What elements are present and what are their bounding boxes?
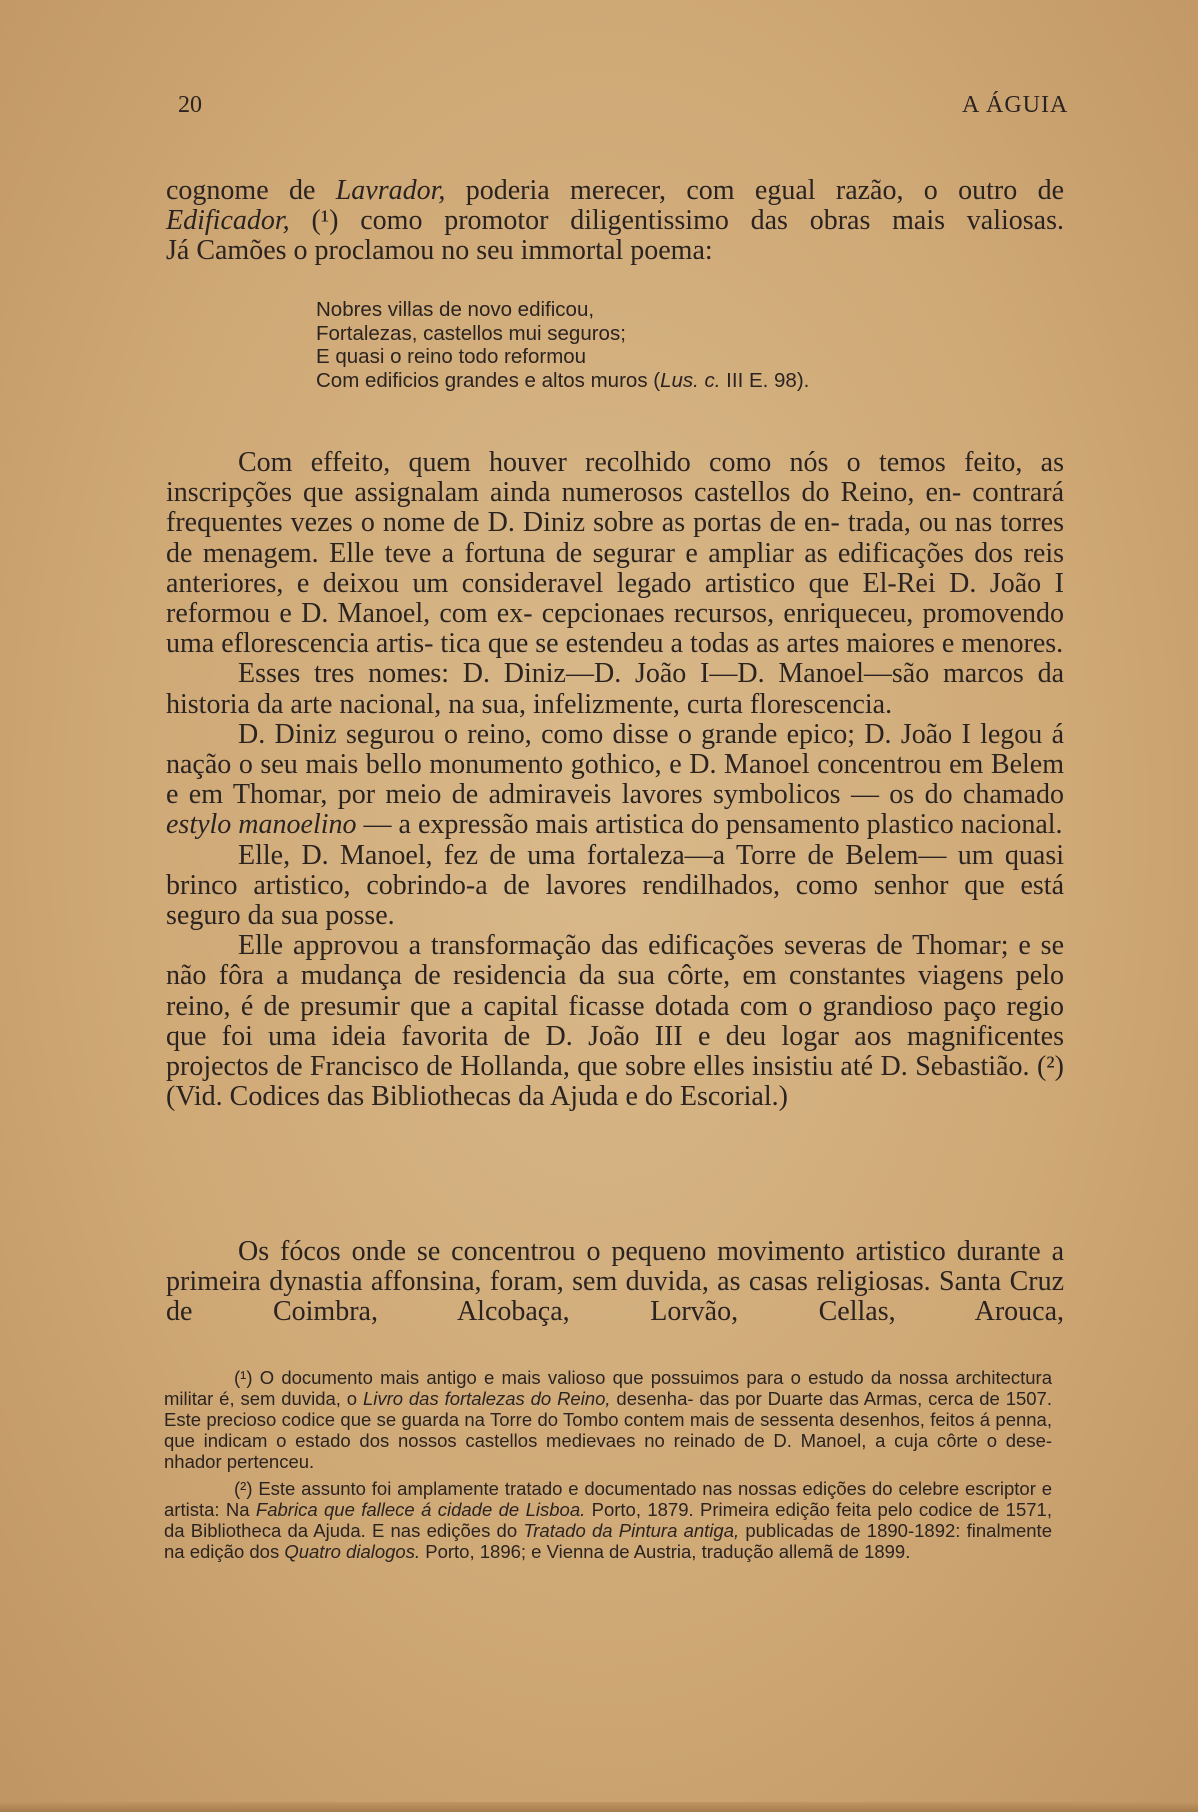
footnote-2: (²) Este assunto foi amplamente tratado e documentado nas nossas edições do celebre escriptor e artista: Na Fabrica que fallece á cidade de Lisboa. Porto, 1879. Primeira edição feita pelo codice de 1571, da Bibliotheca da Ajuda. E nas edições do Tratado da Pintura antiga, publicadas de 1890-1892: finalmente na edição dos Quatro dialogos. Porto, 1896; e Vienna de Austria, tradução allemã de 1899. [164,1478,1053,1562]
verse-line: E quasi o reino todo reformou [316,345,587,368]
footnote-1: (¹) O documento mais antigo e mais valioso que possuimos para o estudo da nossa architectura militar é, sem duvida, o Livro das fortalezas do Reino, desenha- das por Duarte das Armas, cerca de 1507. Este precioso codice que se guarda na Torre do Tombo contem mais de sessenta desenhos, feitos á penna, que indicam o estado dos nossos castellos medievaes no reinado de D. Manoel, a cuja côrte o dese- nhador pertenceu. [164,1367,1053,1472]
paragraph: Elle approvou a transformação das edificações severas de Thomar; e se não fôra a mudança de residencia da sua côrte, em constantes viagens pelo reino, é de presumir que a capital ficasse dotada com o grandioso paço regio que foi uma ideia favorita de D. João III e deu logar aos magnificentes projectos de Francisco de Hollanda, que sobre elles insistiu até D. Sebastião. (²) (Vid. Codices das Bibliothecas da Ajuda e do Escorial.) [166,930,1065,1113]
verse-quote [316,298,809,392]
verse-line: Fortalezas, castellos mui seguros; [316,321,626,345]
page-edge [0,1802,1198,1812]
paragraph: Elle, D. Manoel, fez de uma fortaleza—a Torre de Belem— um quasi brinco artistico, cobrindo-a de lavores rendilhados, como senhor que está seguro da sua posse. [166,839,1064,932]
text-line: cognome de Lavrador, poderia merecer, com egual razão, o outro de [166,175,1064,206]
footnotes [164,1367,1052,1562]
paragraph: Com effeito, quem houver recolhido como nós o temos feito, as inscripções que assignalam ainda numerosos castellos do Reino, en- contrará frequentes vezes o nome de D. Diniz sobre as portas de en- trada, ou nas torres de menagem. Elle teve a fortuna de segurar e ampliar as edificações dos reis anteriores, e deixou um consideravel legado artistico que El-Rei D. João I reformou e D. Manoel, com ex- cepcionaes recursos, enriqueceu, promovendo uma eflorescencia artis- tica que se estendeu a todas as artes maiores e menores. [166,447,1065,660]
verse-line: Nobres villas de novo edificou, [316,298,595,321]
verse-line: Com edificios grandes e altos muros (Lus. c. III E. 98). [316,368,810,392]
paragraph: Esses tres nomes: D. Diniz—D. João I—D. Manoel—são marcos da historia da arte nacional, na sua, infelizmente, curta florescencia. [166,658,1065,720]
page-number: 20 [178,92,202,118]
body-text [166,448,1064,1112]
text-line: Edificador, (¹) como promotor diligentissimo das obras mais valiosas. [166,205,1064,237]
paragraph: Os fócos onde se concentrou o pequeno movimento artistico durante a primeira dynastia affonsina, foram, sem duvida, as casas religiosas. Santa Cruz de Coimbra, Alcobaça, Lorvão, Cellas, Arouca, [166,1236,1065,1328]
text-line: Já Camões o proclamou no seu immortal poema: [166,235,713,267]
paragraph: D. Diniz segurou o reino, como disse o grande epico; D. João I legou á nação o seu mais bello monumento gothico, e D. Manoel concentrou em Belem e em Thomar, por meio de admiraveis lavores symbolicos — os do chamado estylo manoelino — a expressão mais artistica do pensamento plastico nacional. [166,718,1065,841]
section-paragraph [166,1237,1064,1328]
running-title: A ÁGUIA [962,92,1069,118]
intro-paragraph [166,176,1064,267]
